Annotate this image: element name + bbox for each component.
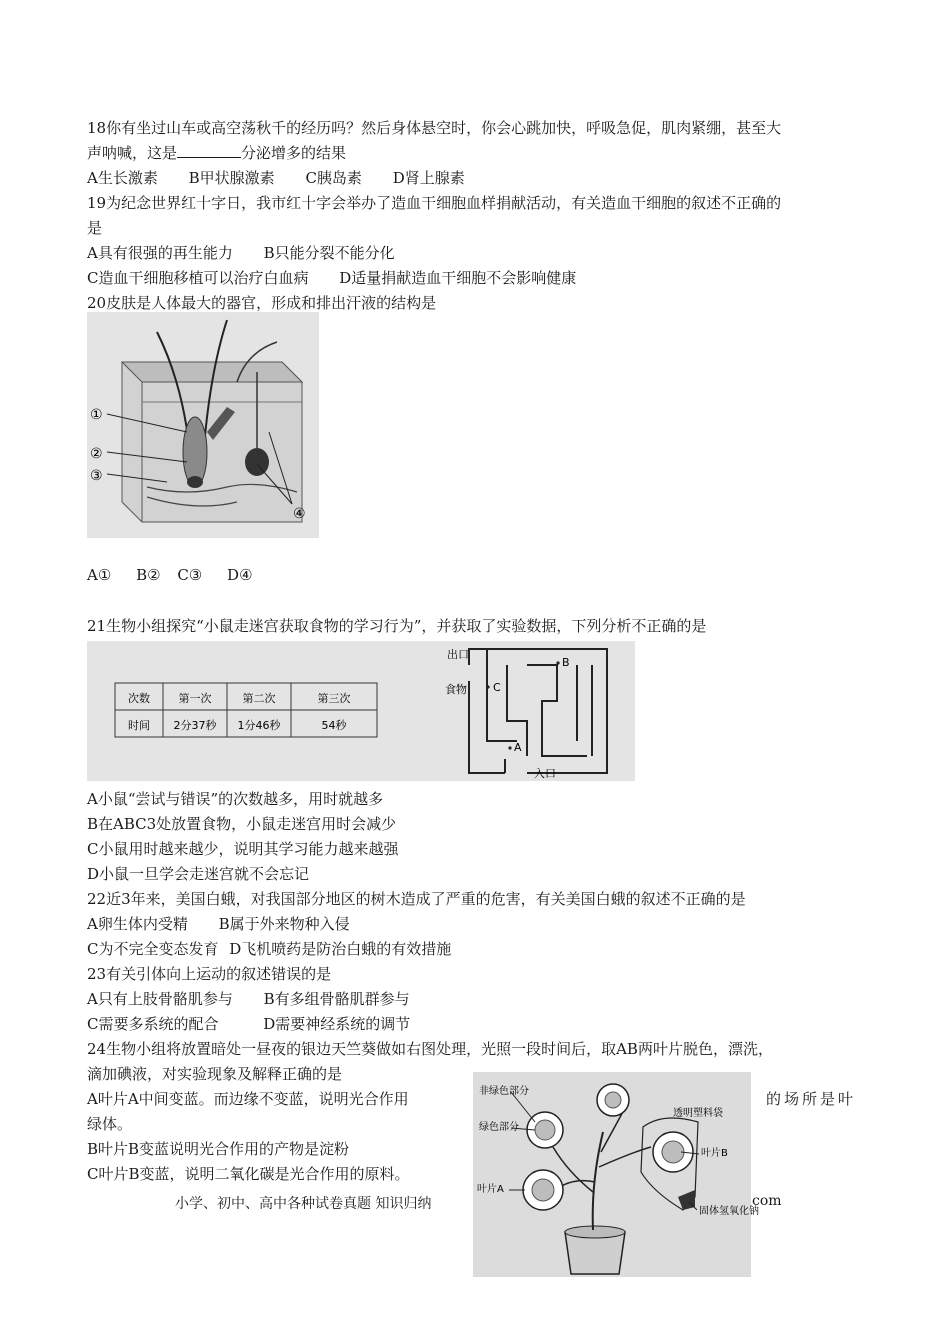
q22-options-row1 [87,912,350,937]
q20-option-c: C③ [177,566,203,584]
q21-option-c: C小鼠用时越来越少，说明其学习能力越来越强 [87,840,399,858]
skin-label-1: ① [90,407,103,423]
maze-exit-label: 出口 [447,648,469,661]
footer-text-end: com [752,1193,782,1209]
q19-option-c: C造血干细胞移植可以治疗白血病 [87,269,309,287]
q23-options-row1 [87,987,410,1012]
q19-stem-line1: 19为纪念世界红十字日，我市红十字会举办了造血干细胞血样捐献活动，有关造血干细胞的叙述不正确的 [87,194,782,212]
q22-option-d: D飞机喷药是防治白蛾的有效措施 [229,940,452,958]
q19-options-row1 [87,241,395,266]
q19-option-a: A具有很强的再生能力 [87,244,233,262]
geranium-svg [473,1072,759,1277]
skin-diagram-svg [87,312,319,538]
maze-figure-svg [87,641,635,781]
maze-point-c: C [493,681,501,694]
q20-option-d: D④ [227,566,253,584]
q21-option-d: D小鼠一旦学会走迷宫就不会忘记 [87,865,310,883]
q21-stem: 21生物小组探究“小鼠走迷宫获取食物的学习行为”，并获取了实验数据，下列分析不正确的是 [87,617,707,635]
q18-option-b: B甲状腺激素 [188,169,275,187]
maze-food-label: 食物 [445,683,467,696]
table-cell-second: 1分46秒 [237,719,281,732]
q23-option-d: D需要神经系统的调节 [263,1015,411,1033]
q24-option-a-left: A叶片A中间变蓝。而边缘不变蓝，说明光合作用 [87,1090,409,1108]
q23-stem: 23有关引体向上运动的叙述错误的是 [87,965,332,983]
q23-option-c: C需要多系统的配合 [87,1015,219,1033]
maze-experiment-figure [87,641,635,781]
label-non-green: 非绿色部分 [479,1086,529,1097]
q22-option-b: B属于外来物种入侵 [218,915,350,933]
maze-point-a: A [514,741,522,754]
q24-stem-line2: 滴加碘液，对实验现象及解释正确的是 [87,1065,343,1083]
q23-option-b: B有多组骨骼肌群参与 [263,990,410,1008]
maze-point-b: B [562,656,570,669]
q18-option-a: A生长激素 [87,169,158,187]
table-header-count: 次数 [128,692,150,705]
q24-option-c: C叶片B变蓝，说明二氧化碳是光合作用的原料。 [87,1165,410,1183]
q20-options [87,563,253,588]
q18-answer-blank [177,143,241,158]
table-header-second: 第二次 [242,692,276,705]
skin-label-4: ④ [293,506,306,522]
q18-stem-line2 [87,141,346,166]
maze [469,649,607,773]
q22-stem: 22近3年来，美国白蛾，对我国部分地区的树木造成了严重的危害，有关美国白蛾的叙述不正确的是 [87,890,746,908]
q19-option-d: D适量捐献造血干细胞不会影响健康 [339,269,577,287]
label-leaf-b: 叶片B [701,1148,728,1159]
q18-stem-line1: 18你有坐过山车或高空荡秋千的经历吗？然后身体悬空时，你会心跳加快，呼吸急促，肌肉紧绷，甚至大 [87,119,782,137]
maze-entrance-label: 入口 [534,767,556,780]
q18-option-c: C胰岛素 [305,169,362,187]
q22-option-a: A卵生体内受精 [87,915,188,933]
label-naoh: 固体氢氧化钠 [699,1206,759,1217]
geranium-diagram [473,1072,759,1277]
q18-option-d: D肾上腺素 [392,169,465,187]
table-header-first: 第一次 [178,692,212,705]
q20-option-a: A① [87,566,112,584]
q23-options-row2 [87,1012,410,1037]
label-bag: 透明塑料袋 [673,1108,723,1119]
q19-options-row2 [87,266,576,291]
q20-option-b: B② [136,566,161,584]
q18-options [87,166,465,191]
skin-label-2: ② [90,446,103,462]
q23-option-a: A只有上肢骨骼肌参与 [87,990,233,1008]
table-header-third: 第三次 [317,692,351,705]
q24-stem-line1: 24生物小组将放置暗处一昼夜的银边天竺葵做如右图处理，光照一段时间后，取AB两叶片脱色，漂洗， [87,1040,773,1058]
q18-stem-text-b: 分泌增多的结果 [241,144,347,162]
q20-stem: 20皮肤是人体最大的器官，形成和排出汗液的结构是 [87,294,437,312]
q24-option-a-cont: 绿体。 [87,1115,133,1133]
q18-stem-text-a: 声呐喊，这是 [87,144,178,162]
table-cell-first: 2分37秒 [173,719,217,732]
q21-option-a: A小鼠“尝试与错误”的次数越多，用时就越多 [87,790,384,808]
q19-option-b: B只能分裂不能分化 [263,244,395,262]
q24-option-a-right: 的场所是叶 [766,1090,857,1108]
skin-diagram [87,312,319,538]
q21-option-b: B在ABC3处放置食物，小鼠走迷宫用时会减少 [87,815,397,833]
q24-option-b: B叶片B变蓝说明光合作用的产物是淀粉 [87,1140,350,1158]
table-row-label-time: 时间 [128,719,150,732]
q22-options-row2 [87,937,451,962]
label-leaf-a: 叶片A [477,1184,504,1195]
label-green: 绿色部分 [479,1122,519,1133]
table-cell-third: 54秒 [321,719,347,732]
q19-stem-line2: 是 [87,219,103,237]
skin-label-3: ③ [90,468,103,484]
footer-text: 小学、初中、高中各种试卷真题 知识归纳 [175,1196,432,1212]
q22-option-c: C为不完全变态发育 [87,940,219,958]
